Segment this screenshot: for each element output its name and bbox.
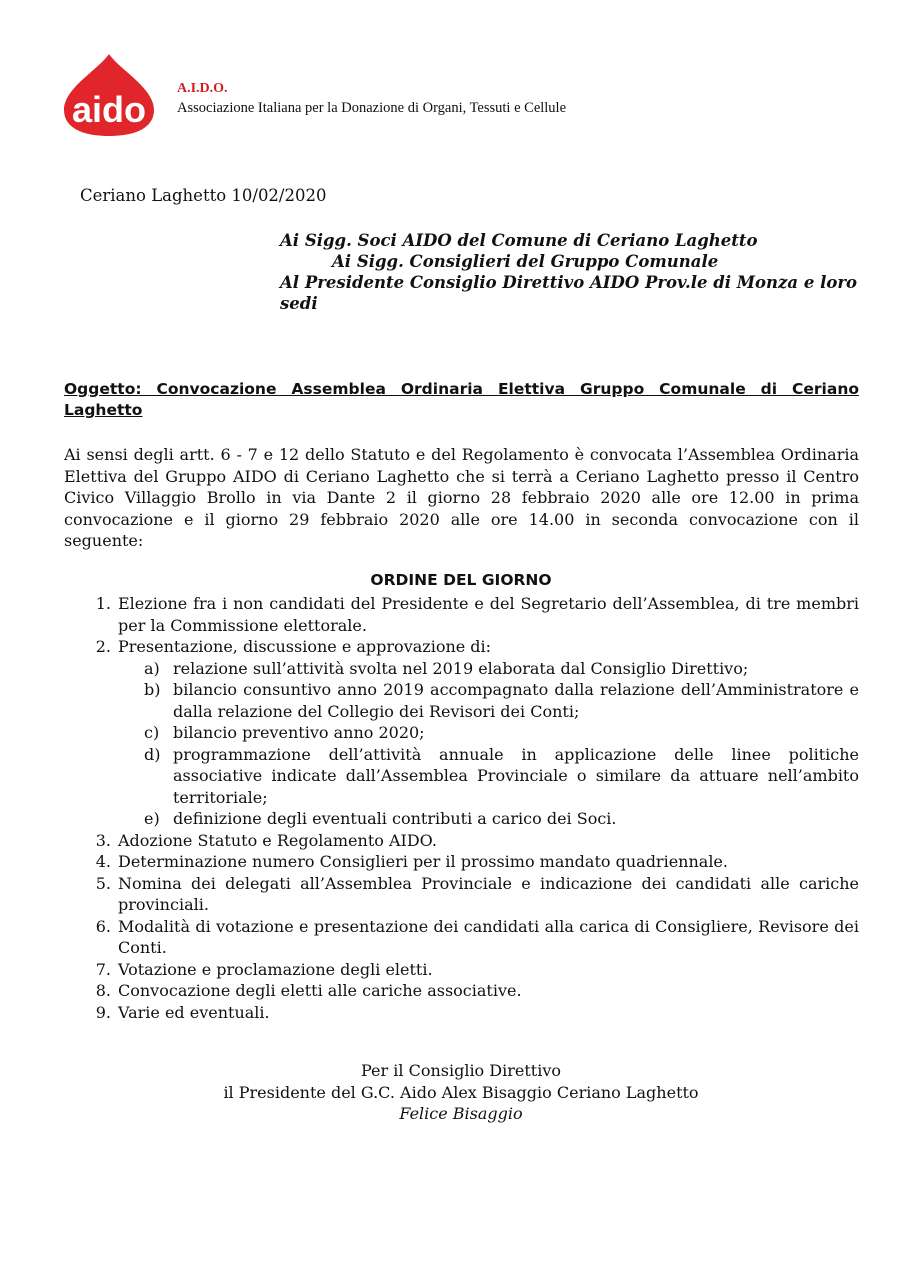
agenda-item-text: Modalità di votazione e presentazione dei candidati alla carica di Consigliere, Revisore dei Conti. bbox=[118, 916, 859, 957]
agenda-item bbox=[85, 851, 859, 873]
agenda-title: ORDINE DEL GIORNO bbox=[370, 571, 552, 589]
recipient-line: Ai Sigg. Consiglieri del Gruppo Comunale bbox=[332, 252, 719, 271]
aido-logo bbox=[62, 52, 156, 138]
agenda-item-number: 5. bbox=[95, 873, 111, 893]
agenda-item bbox=[85, 593, 859, 636]
agenda-item-number: 8. bbox=[95, 981, 111, 1000]
agenda-item bbox=[85, 916, 859, 959]
agenda-item bbox=[85, 1002, 859, 1024]
agenda-subitem-letter: e) bbox=[144, 809, 160, 828]
agenda-item-number: 9. bbox=[95, 1002, 111, 1022]
agenda-item-text: Adozione Statuto e Regolamento AIDO. bbox=[118, 830, 437, 850]
body-paragraph: Ai sensi degli artt. 6 - 7 e 12 dello Statuto e del Regolamento è convocata l’Assemblea Ordinaria Elettiva del Gruppo AIDO di Ceriano Laghetto che si terrà a Ceriano Laghetto presso il Centro Civico Villaggio Brollo in via Dante 2 il giorno 28 febbraio 2020 alle ore 12.00 in prima convocazione e il giorno 29 febbraio 2020 alle ore 14.00 in seconda convocazione con il seguente: bbox=[64, 445, 859, 550]
agenda-item-text: Nomina dei delegati all’Assemblea Provinciale e indicazione dei candidati alle cariche provinciali. bbox=[118, 873, 859, 914]
agenda-subitem-letter: c) bbox=[144, 723, 160, 742]
agenda-item-text: Varie ed eventuali. bbox=[118, 1002, 270, 1022]
agenda-item-number: 3. bbox=[95, 830, 111, 850]
agenda-subitem-text: relazione sull’attività svolta nel 2019 elaborata dal Consiglio Direttivo; bbox=[173, 658, 749, 678]
signature-line-2: il Presidente del G.C. Aido Alex Bisaggio Ceriano Laghetto bbox=[223, 1082, 699, 1102]
agenda-subitem-text: definizione degli eventuali contributi a carico dei Soci. bbox=[173, 809, 617, 828]
signature-line-1: Per il Consiglio Direttivo bbox=[361, 1061, 561, 1080]
agenda-item-text: Votazione e proclamazione degli eletti. bbox=[118, 959, 433, 979]
recipient-line: Al Presidente Consiglio Direttivo AIDO Prov.le di Monza e loro sedi bbox=[280, 273, 858, 313]
agenda-subitem-text: programmazione dell’attività annuale in applicazione delle linee politiche associative indicate dall’Assemblea Provinciale o similare da attuare nell’ambito territoriale; bbox=[173, 744, 859, 807]
org-header bbox=[177, 81, 566, 117]
agenda-subitem-text: bilancio preventivo anno 2020; bbox=[173, 723, 425, 742]
aido-logo-shape bbox=[62, 52, 156, 138]
agenda-subitem-letter: d) bbox=[144, 744, 161, 764]
place-date: Ceriano Laghetto 10/02/2020 bbox=[80, 186, 327, 205]
agenda-item-number: 6. bbox=[95, 916, 111, 936]
agenda-item bbox=[85, 873, 859, 916]
recipient-line: Ai Sigg. Soci AIDO del Comune di Ceriano Laghetto bbox=[280, 231, 758, 250]
agenda-subitem bbox=[85, 808, 859, 830]
agenda-subitem bbox=[85, 722, 859, 744]
signature-name: Felice Bisaggio bbox=[399, 1104, 523, 1123]
agenda-item-number: 1. bbox=[95, 594, 111, 613]
agenda-subitem bbox=[85, 658, 859, 680]
agenda-subitem-text: bilancio consuntivo anno 2019 accompagnato dalla relazione dell’Amministratore e dalla relazione del Collegio dei Revisori dei Conti; bbox=[173, 680, 859, 721]
agenda-item-text: Determinazione numero Consiglieri per il prossimo mandato quadriennale. bbox=[118, 852, 728, 871]
agenda-item-text: Elezione fra i non candidati del Presidente e del Segretario dell’Assemblea, di tre membri per la Commissione elettorale. bbox=[118, 594, 859, 635]
agenda-item-text: Presentazione, discussione e approvazione di: bbox=[118, 637, 492, 656]
agenda-item bbox=[85, 980, 859, 1002]
agenda-item-number: 7. bbox=[95, 959, 111, 979]
agenda-item bbox=[85, 959, 859, 981]
agenda-subitem bbox=[85, 744, 859, 809]
agenda-item-number: 4. bbox=[95, 852, 111, 871]
subject-line: Oggetto: Convocazione Assemblea Ordinaria Elettiva Gruppo Comunale di Ceriano Laghetto bbox=[64, 380, 859, 419]
org-full-name: Associazione Italiana per la Donazione di Organi, Tessuti e Cellule bbox=[177, 100, 567, 116]
agenda-item-text: Convocazione degli eletti alle cariche associative. bbox=[118, 981, 522, 1000]
recipients-block bbox=[280, 230, 885, 314]
logo-text: aido bbox=[71, 89, 147, 130]
agenda-item bbox=[85, 830, 859, 852]
agenda-item-number: 2. bbox=[95, 637, 111, 656]
agenda-list bbox=[85, 593, 859, 1023]
agenda-subitem-letter: b) bbox=[144, 680, 161, 699]
agenda-item bbox=[85, 636, 859, 658]
agenda-subitem bbox=[85, 679, 859, 722]
agenda-subitem-letter: a) bbox=[144, 658, 160, 678]
org-acronym: A.I.D.O. bbox=[177, 81, 228, 96]
signature-block bbox=[0, 1060, 900, 1125]
